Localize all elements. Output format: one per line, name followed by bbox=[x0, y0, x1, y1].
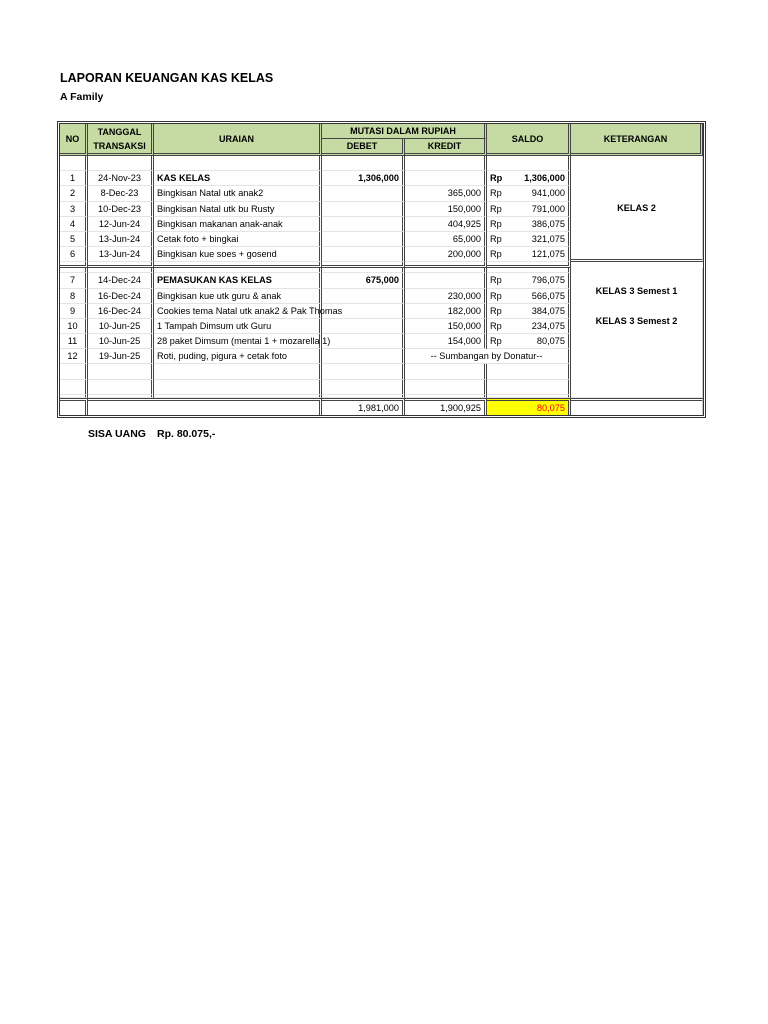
sisa-uang-label: SISA UANG bbox=[88, 428, 146, 440]
sisa-uang-value: Rp. 80.075,- bbox=[157, 428, 216, 440]
table-row: 5 13-Jun-24 Cetak foto + bingkai 65,000 Rp 321,075 bbox=[60, 232, 703, 247]
table-row: 9 16-Dec-24 Cookies tema Natal utk anak2 & Pak Thomas 182,000 Rp 384,075 bbox=[60, 304, 703, 319]
table-row: 11 10-Jun-25 28 paket Dimsum (mentai 1 + mozarella 1) 154,000 Rp 80,075 bbox=[60, 334, 703, 349]
donatur-remark: -- Sumbangan by Donatur-- bbox=[405, 349, 571, 364]
table-row: 2 8-Dec-23 Bingkisan Natal utk anak2 365,000 Rp 941,000 bbox=[60, 186, 703, 201]
table-row: 12 19-Jun-25 Roti, puding, pigura + cetak foto -- Sumbangan by Donatur-- bbox=[60, 349, 703, 364]
col-debet: DEBET bbox=[322, 139, 405, 156]
col-keterangan: KETERANGAN bbox=[571, 124, 703, 156]
note-kelas-2: KELAS 2 bbox=[571, 156, 703, 262]
table-row: 7 14-Dec-24 PEMASUKAN KAS KELAS 675,000 Rp 796,075 bbox=[60, 273, 703, 288]
totals-row bbox=[60, 398, 703, 415]
total-debet: 1,981,000 bbox=[322, 398, 405, 415]
finance-table bbox=[57, 121, 706, 418]
note-kelas-3 bbox=[571, 268, 703, 398]
report-title: LAPORAN KEUANGAN KAS KELAS bbox=[60, 71, 274, 85]
col-mutasi: MUTASI DALAM RUPIAH bbox=[322, 124, 487, 139]
table-row: 10 10-Jun-25 1 Tampah Dimsum utk Guru 150,000 Rp 234,075 bbox=[60, 319, 703, 334]
table-row: 4 12-Jun-24 Bingkisan makanan anak-anak 404,925 Rp 386,075 bbox=[60, 217, 703, 232]
total-kredit: 1,900,925 bbox=[405, 398, 487, 415]
col-transaksi: TRANSAKSI bbox=[88, 139, 154, 156]
col-tanggal: TANGGAL bbox=[88, 124, 154, 139]
table-row: 1 24-Nov-23 KAS KELAS 1,306,000 Rp 1,306,000 bbox=[60, 171, 703, 186]
col-no: NO bbox=[60, 124, 88, 156]
total-saldo: 80,075 bbox=[487, 398, 571, 415]
col-uraian: URAIAN bbox=[154, 124, 322, 156]
report-subtitle: A Family bbox=[60, 91, 104, 103]
table-row: 3 10-Dec-23 Bingkisan Natal utk bu Rusty 150,000 Rp 791,000 bbox=[60, 202, 703, 217]
table-row: 6 13-Jun-24 Bingkisan kue soes + gosend 200,000 Rp 121,075 bbox=[60, 247, 703, 262]
col-saldo: SALDO bbox=[487, 124, 571, 156]
table-row: 8 16-Dec-24 Bingkisan kue utk guru & anak 230,000 Rp 566,075 bbox=[60, 289, 703, 304]
note-kelas-3-semest-1: KELAS 3 Semest 1 bbox=[595, 285, 678, 296]
table-row bbox=[60, 156, 703, 171]
col-kredit: KREDIT bbox=[405, 139, 487, 156]
note-kelas-3-semest-2: KELAS 3 Semest 2 bbox=[595, 315, 678, 326]
